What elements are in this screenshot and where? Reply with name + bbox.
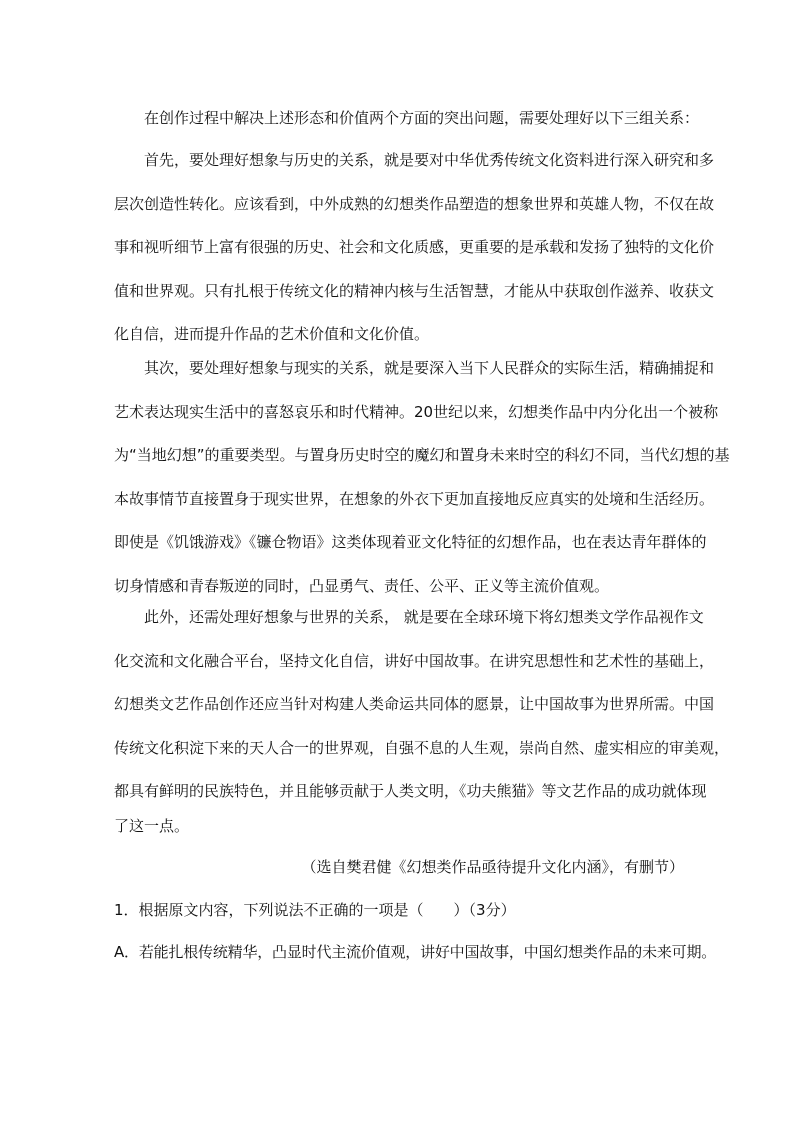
paragraph-line: 事和视听细节上富有很强的历史、社会和文化质感，更重要的是承载和发扬了独特的文化价 bbox=[114, 238, 715, 256]
paragraph-line: 艺术表达现实生活中的喜怒哀乐和时代精神。20世纪以来，幻想类作品中内分化出一个被称 bbox=[114, 402, 719, 421]
paragraph-line: 为“当地幻想”的重要类型。与置身历史时空的魔幻和置身未来时空的科幻不同，当代幻想的基 bbox=[114, 446, 730, 464]
paragraph-line: 即使是《饥饿游戏》《镰仓物语》这类体现着亚文化特征的幻想作品，也在表达青年群体的 bbox=[114, 533, 707, 551]
paragraph-line: 其次，要处理好想象与现实的关系，就是要深入当下人民群众的实际生活，精确捕捉和 bbox=[114, 359, 715, 377]
paragraph-intro bbox=[114, 104, 700, 133]
paragraph-line: 化自信，进而提升作品的艺术价值和文化价值。 bbox=[114, 325, 430, 343]
paragraph-reality bbox=[114, 354, 730, 600]
source-citation: （选自樊君健《幻想类作品亟待提升文化内涵》，有删节） bbox=[301, 858, 684, 876]
paragraph-line: 都具有鲜明的民族特色，并且能够贡献于人类文明，《功夫熊猫》等文艺作品的成功就体现 bbox=[114, 782, 707, 800]
answer-option-a: A．若能扎根传统精华，凸显时代主流价值观，讲好中国故事，中国幻想类作品的未来可期。 bbox=[114, 943, 717, 961]
paragraph-line: 切身情感和青春叛逆的同时，凸显勇气、责任、公平、正义等主流价值观。 bbox=[114, 576, 610, 595]
paragraph-line: 层次创造性转化。应该看到，中外成熟的幻想类作品塑造的想象世界和英雄人物，不仅在故 bbox=[114, 194, 715, 213]
paragraph-line: 在创作过程中解决上述形态和价值两个方面的突出问题，需要处理好以下三组关系： bbox=[114, 109, 700, 127]
paragraph-line: 传统文化积淀下来的天人合一的世界观，自强不息的人生观，崇尚自然、虚实相应的审美观， bbox=[114, 738, 730, 757]
paragraph-history bbox=[114, 146, 715, 349]
paragraph-line: 此外，还需处理好想象与世界的关系， 就是要在全球环境下将幻想类文学作品视作文 bbox=[114, 608, 704, 626]
paragraph-line: 本故事情节直接置身于现实世界，在想象的外衣下更加直接地反应真实的处境和生活经历。 bbox=[114, 489, 715, 508]
paragraph-line: 值和世界观。只有扎根于传统文化的精神内核与生活智慧，才能从中获取创作滋养、收获文 bbox=[114, 281, 715, 300]
paragraph-line: 首先，要处理好想象与历史的关系，就是要对中华优秀传统文化资料进行深入研究和多 bbox=[114, 151, 715, 169]
question-stem: 1．根据原文内容，下列说法不正确的一项是（ ）（3分） bbox=[114, 901, 516, 919]
paragraph-line: 化交流和文化融合平台，坚持文化自信，讲好中国故事。在讲究思想性和艺术性的基础上， bbox=[114, 651, 715, 670]
paragraph-line: 了这一点。 bbox=[114, 816, 190, 835]
paragraph-world bbox=[114, 603, 730, 840]
paragraph-line: 幻想类文艺作品创作还应当针对构建人类命运共同体的愿景，让中国故事为世界所需。中国 bbox=[114, 695, 715, 713]
